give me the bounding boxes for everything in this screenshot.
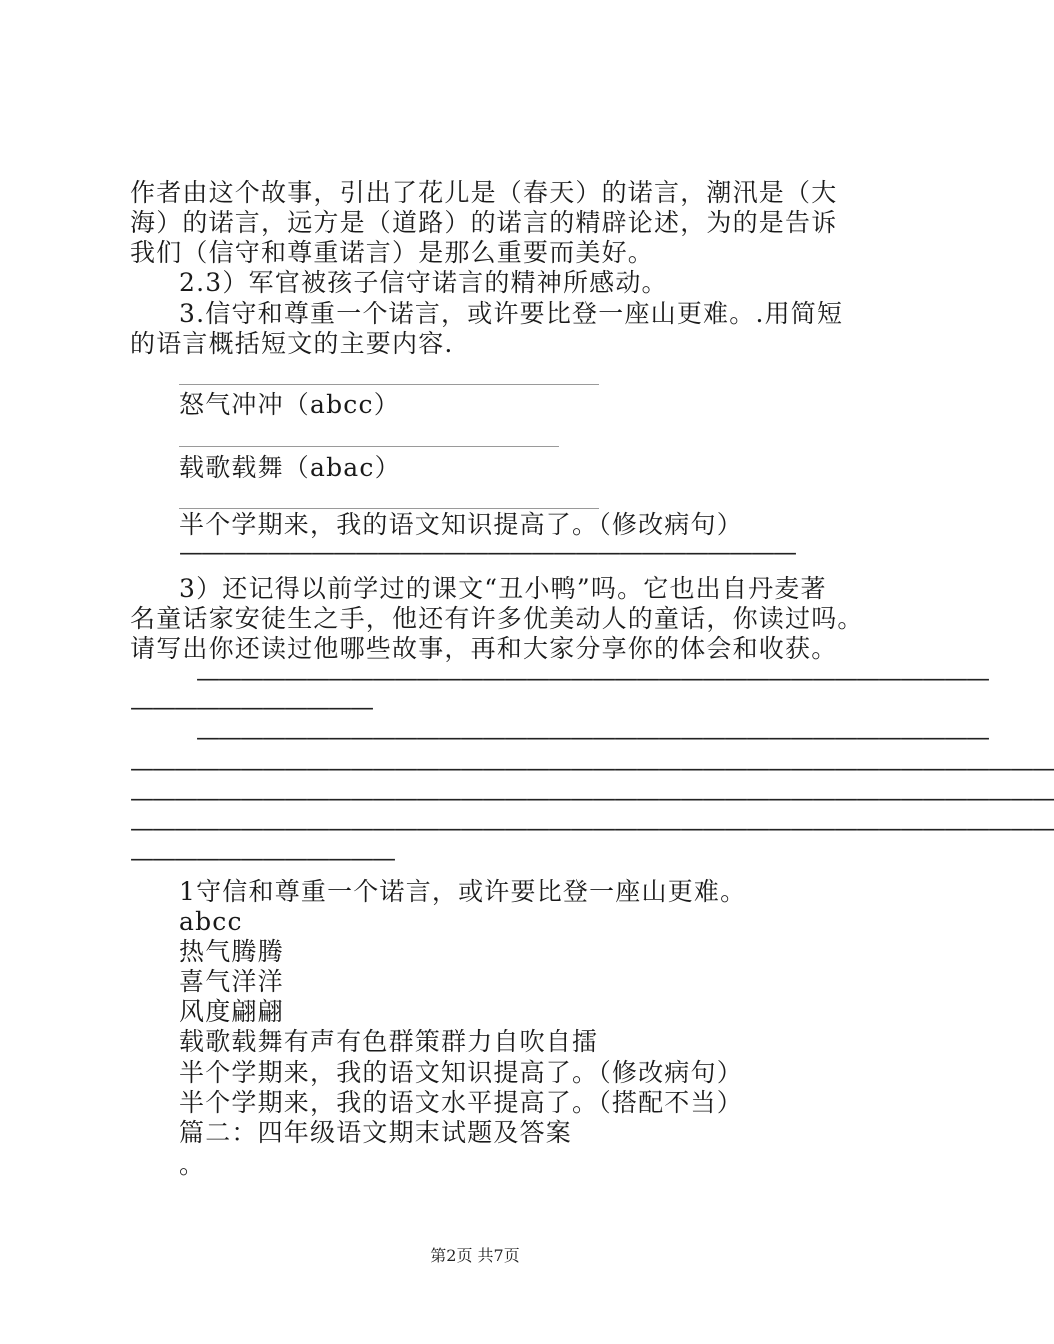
- answer-line: 半个学期来，我的语文水平提高了。（搭配不当）: [179, 1088, 743, 1117]
- text-line: 我们（信守和尊重诺言）是那么重要而美好。: [130, 238, 655, 267]
- dash-line: ————————————————————————————————————: [196, 664, 988, 692]
- answer-line: 热气腾腾: [179, 937, 284, 966]
- dash-line: ———————————: [130, 693, 372, 721]
- answer-line: 载歌载舞有声有色群策群力自吹自擂: [179, 1027, 599, 1056]
- text-line: 3.信守和尊重一个诺言，或许要比登一座山更难。.用简短: [179, 299, 844, 328]
- answer-line: 1守信和尊重一个诺言，或许要比登一座山更难。: [179, 877, 747, 906]
- text-line: 名童话家安徒生之手，他还有许多优美动人的童话，你读过吗。: [130, 604, 864, 633]
- dash-line: ——————————————————————————————————————————: [130, 814, 1054, 842]
- answer-line: 半个学期来，我的语文知识提高了。（修改病句）: [179, 1058, 743, 1087]
- page-footer: 第2页 共7页: [430, 1246, 520, 1265]
- section-heading: 篇二：四年级语文期末试题及答案: [179, 1118, 573, 1147]
- text-line: 3）还记得以前学过的课文“丑小鸭”吗。它也出自丹麦著: [179, 574, 827, 603]
- answer-line: abcc: [179, 907, 243, 936]
- text-line: 请写出你还读过他哪些故事，再和大家分享你的体会和收获。: [130, 634, 838, 663]
- text-line: 的语言概括短文的主要内容.: [130, 329, 454, 358]
- answer-line: 。: [179, 1150, 206, 1179]
- answer-rule: [179, 446, 559, 447]
- text-line: 2.3）军官被孩子信守诺言的精神所感动。: [179, 268, 668, 297]
- dash-line: ——————————————————————————————————————————: [130, 754, 1054, 782]
- answer-rule: [179, 508, 599, 509]
- answer-line: 喜气洋洋: [179, 967, 284, 996]
- answer-line: 风度翩翩: [179, 997, 284, 1026]
- idiom-line: 怒气冲冲（abcc）: [179, 390, 400, 419]
- text-line: 作者由这个故事，引出了花儿是（春天）的诺言，潮汛是（大: [130, 178, 838, 207]
- dash-line: ————————————: [130, 844, 394, 872]
- text-line: 海）的诺言，远方是（道路）的诺言的精辟论述，为的是告诉: [130, 208, 838, 237]
- idiom-line: 载歌载舞（abac）: [179, 453, 401, 482]
- dash-line: ————————————————————————————————————: [196, 723, 988, 751]
- answer-rule: [179, 384, 599, 385]
- sentence-line: 半个学期来，我的语文知识提高了。（修改病句）: [179, 510, 743, 539]
- dash-line: ————————————————————————————: [179, 538, 795, 566]
- dash-line: ——————————————————————————————————————————: [130, 784, 1054, 812]
